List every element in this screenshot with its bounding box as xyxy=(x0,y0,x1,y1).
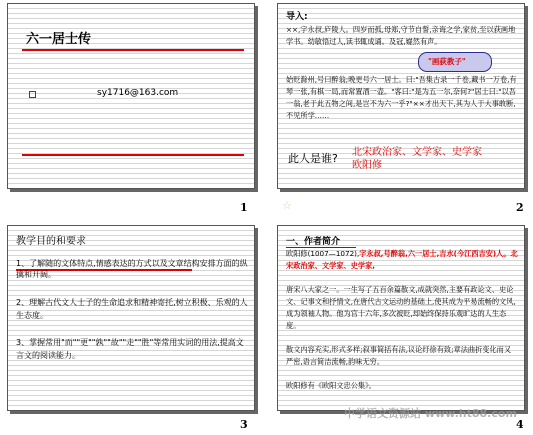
author-email: sy1716@163.com xyxy=(97,88,179,98)
slide-1-title: 六一居士传 xyxy=(26,32,92,47)
objective-2: 2、理解古代文人士子的生命追求和精神寄托,树立积极、乐观的人生态度。 xyxy=(16,298,248,320)
slide-3[interactable] xyxy=(7,225,255,411)
question-label: 此人是谁? xyxy=(288,152,338,165)
site-watermark: 中学语文资源站 www.ht88.com xyxy=(344,407,517,420)
slide-number: 2 xyxy=(516,201,524,214)
bio-body: 唐宋八大家之一。一生写了五百余篇散文,成就突然,主要有政论文、史论文、记事文和抒情文,在唐代古文运动的基础上,使其成为平易流畅的文风,成为领袖人物。他为官十六年,多次被贬,却始终保持乐观旷达的人生态度。 xyxy=(286,285,516,330)
bio-dates: 欧阳修(1007—1072), xyxy=(286,249,360,258)
slide-1[interactable] xyxy=(7,3,255,189)
answer-line-1: 北宋政治家、文学家、史学家 xyxy=(352,147,482,158)
story-paragraph: 始贬滁州,号曰醉翁;晚更号六一居士。曰:"吾集古录一千卷,藏书一万卷,有琴一张,有棋一局,而常置酒一壶。"客曰:"是为五一尔,奈何?"居士曰:"以吾一翁,老于此五物之间,是岂不为六一乎?"××才出天下,其为人于大事敢断,不见所学…… xyxy=(286,75,517,120)
star-icon: ☆ xyxy=(282,199,292,212)
slide-number: 1 xyxy=(240,201,248,214)
answer-line-2: 欧阳修 xyxy=(352,160,382,171)
slide-4-heading: 一、作者简介 xyxy=(286,237,341,247)
slide-2-heading: 导入: xyxy=(286,12,308,22)
objective-1: 1、了解随的文体特点,情感表达的方式以及文章结构安排方面的纵擒和开阔。 xyxy=(16,259,248,279)
bio-style: 散文内容充实,形式多样;叙事简括有法,议论纡徐有致;章法曲折变化而又严密,语言简洁流畅,韵味无穷。 xyxy=(286,345,512,366)
intro-paragraph: ××,字永叔,庐陵人。四岁而孤,母郑,守节自誓,亲诲之学,家贫,至以荻画地学书。幼敏悟过人,读书辄成诵。及冠,嶷然有声。 xyxy=(286,25,516,46)
title-underline xyxy=(22,49,244,51)
slide-number: 3 xyxy=(240,418,248,431)
bio-lead xyxy=(286,248,518,272)
bio-works: 欧阳修有《欧阳文忠公集》。 xyxy=(286,381,376,390)
bio-highlight: 字永叔,号醉翁,六一居士,吉水(今江西吉安)人。北宋政治家、文学家、史学家, xyxy=(286,249,518,270)
footer-line xyxy=(22,154,244,156)
slide-3-title: 教学目的和要求 xyxy=(16,236,86,247)
slide-number: 4 xyxy=(516,418,524,431)
bullet-square-icon xyxy=(29,91,36,98)
objective-3: 3、掌握常用"而""更""孰""故""走""胜"等常用实词的用法,提高文言文的阅读能力。 xyxy=(16,338,244,360)
slide-2[interactable] xyxy=(277,3,525,189)
callout-text: "画荻教子" xyxy=(428,57,466,66)
slide-4[interactable] xyxy=(277,225,525,411)
